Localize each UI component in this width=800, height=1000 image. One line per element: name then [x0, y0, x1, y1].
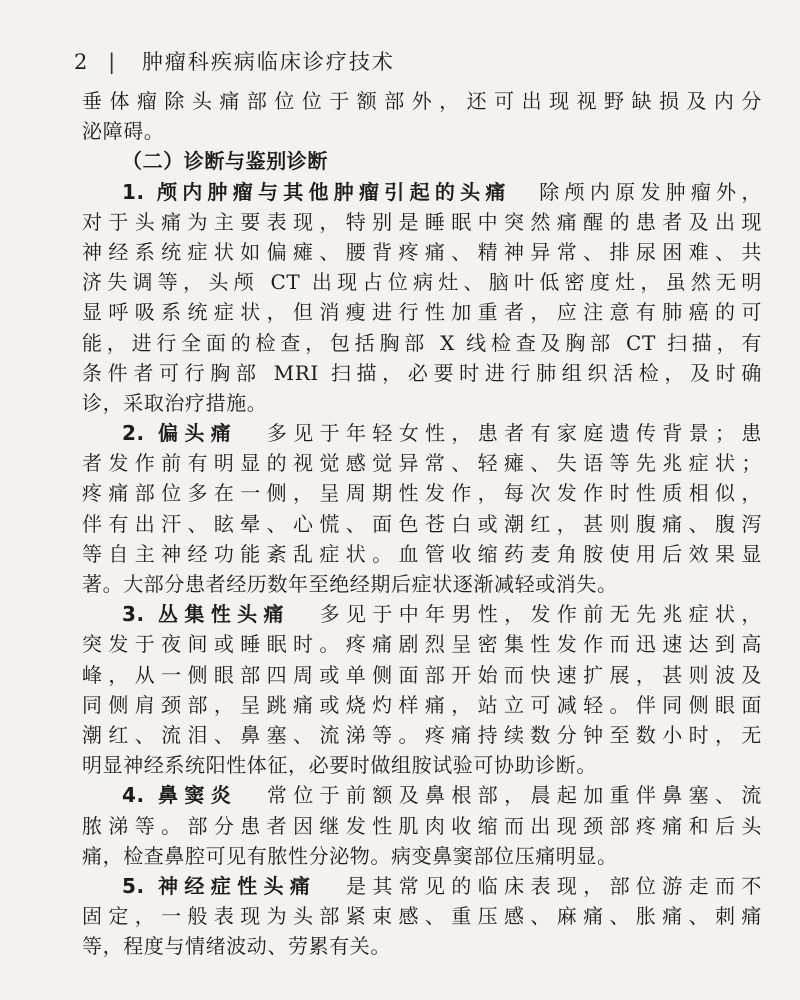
text-line: 能，进行全面的检查，包括胸部 X 线检查及胸部 CT 扫描，有 — [82, 330, 762, 355]
running-header — [74, 46, 395, 76]
book-title: 肿瘤科疾病临床诊疗技术 — [141, 50, 395, 74]
subsection-title: 4. 鼻窦炎 — [122, 783, 238, 808]
text-line: 明显神经系统阳性体征，必要时做组胺试验可协助诊断。 — [82, 753, 597, 778]
subsection-title: 2. 偏头痛 — [122, 421, 238, 446]
text-line: 峰，从一侧眼部四周或单侧面部开始而快速扩展，甚则波及 — [82, 662, 762, 687]
text-line: 伴有出汗、眩晕、心慌、面色苍白或潮红，甚则腹痛、腹泻 — [82, 511, 762, 536]
subsection-title: 5. 神经症性头痛 — [122, 873, 317, 898]
subsection-line: 4. 鼻窦炎 常位于前额及鼻根部，晨起加重伴鼻塞、流 — [122, 783, 762, 808]
text-line: 痛，检查鼻腔可见有脓性分泌物。病变鼻窦部位压痛明显。 — [82, 843, 618, 868]
subsection-title: 3. 丛集性头痛 — [122, 602, 290, 627]
text-line: 同侧肩颈部，呈跳痛或烧灼样痛，站立可减轻。伴同侧眼面 — [82, 692, 762, 717]
text-line: 济失调等，头颅 CT 出现占位病灶、脑叶低密度灶，虽然无明 — [82, 270, 762, 295]
text-line: 固定，一般表现为头部紧束感、重压感、麻痛、胀痛、刺痛 — [82, 904, 762, 929]
body-text — [82, 86, 762, 961]
text-line: 者发作前有明显的视觉感觉异常、轻瘫、失语等先兆症状； — [82, 451, 762, 476]
subsection-title: 1. 颅内肿瘤与其他肿瘤引起的头痛 — [122, 179, 511, 204]
text-line: 泌障碍。 — [82, 119, 165, 144]
text-line: 神经系统症状如偏瘫、腰背疼痛、精神异常、排尿困难、共 — [82, 239, 762, 264]
subsection-line: 2. 偏头痛 多见于年轻女性，患者有家庭遗传背景；患 — [122, 421, 762, 446]
text-line: 突发于夜间或睡眠时。疼痛剧烈呈密集性发作而迅速达到高 — [82, 632, 762, 657]
text-line: 条件者可行胸部 MRI 扫描，必要时进行肺组织活检，及时确 — [82, 360, 762, 385]
text-line: 等自主神经功能紊乱症状。血管收缩药麦角胺使用后效果显 — [82, 541, 762, 566]
text-line: 诊，采取治疗措施。 — [82, 390, 268, 415]
text-line: 脓涕等。部分患者因继发性肌肉收缩而出现颈部疼痛和后头 — [82, 813, 762, 838]
text-line: 等，程度与情绪波动、劳累有关。 — [82, 934, 391, 959]
header-separator: | — [108, 50, 118, 74]
text-line: 疼痛部位多在一侧，呈周期性发作，每次发作时性质相似， — [82, 481, 762, 506]
page-number: 2 — [74, 50, 90, 74]
text-line: 潮红、流泪、鼻塞、流涕等。疼痛持续数分钟至数小时，无 — [82, 722, 762, 747]
text-line: 著。大部分患者经历数年至绝经期后症状逐渐减轻或消失。 — [82, 572, 618, 596]
text-line: 显呼吸系统症状，但消瘦进行性加重者，应注意有肺癌的可 — [82, 300, 762, 325]
subsection-line: 1. 颅内肿瘤与其他肿瘤引起的头痛 除颅内原发肿瘤外， — [122, 179, 762, 204]
text-line: 对于头痛为主要表现，特别是睡眠中突然痛醒的患者及出现 — [82, 209, 762, 234]
subsection-line: 3. 丛集性头痛 多见于中年男性，发作前无先兆症状， — [122, 602, 763, 627]
text-line: 垂体瘤除头痛部位位于额部外，还可出现视野缺损及内分 — [82, 89, 762, 113]
section-heading: （二）诊断与鉴别诊断 — [122, 149, 328, 174]
subsection-line: 5. 神经症性头痛 是其常见的临床表现，部位游走而不 — [122, 873, 762, 898]
